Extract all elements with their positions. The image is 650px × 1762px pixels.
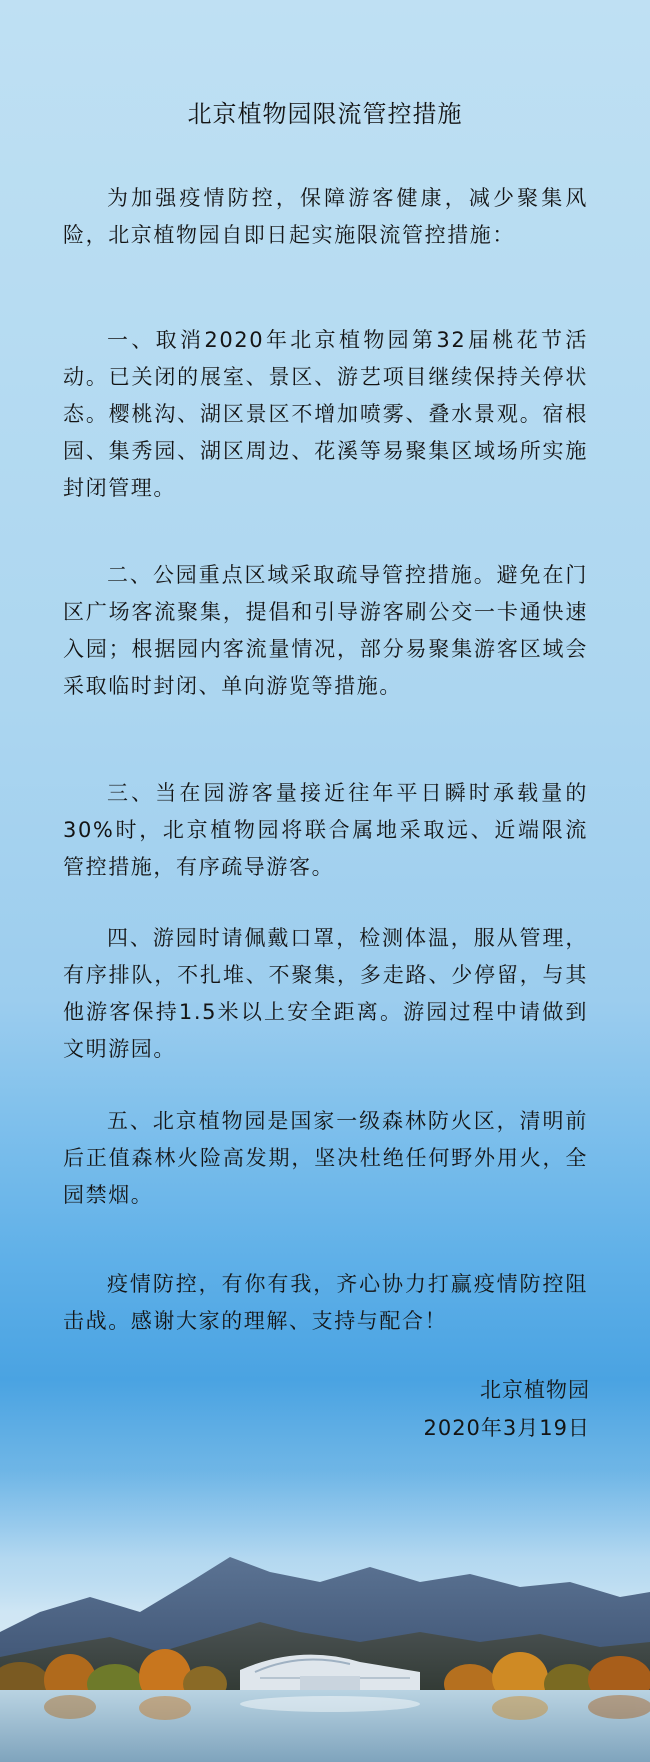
closing-paragraph: 疫情防控，有你有我，齐心协力打赢疫情防控阻击战。感谢大家的理解、支持与配合！ xyxy=(63,1272,588,1333)
measure-4-paragraph: 四、游园时请佩戴口罩，检测体温，服从管理，有序排队，不扎堆、不聚集，多走路、少停留，与其他游客保持1.5米以上安全距离。游园过程中请做到文明游园。 xyxy=(63,926,588,1061)
measure-1-paragraph: 一、取消2020年北京植物园第32届桃花节活动。已关闭的展室、景区、游艺项目继续保持关停状态。樱桃沟、湖区景区不增加喷雾、叠水景观。宿根园、集秀园、湖区周边、花溪等易聚集区域场所实施封闭管理。 xyxy=(63,328,588,500)
botanical-garden-landscape-image xyxy=(0,1462,650,1762)
landscape-illustration xyxy=(0,1462,650,1762)
measure-2-paragraph: 二、公园重点区域采取疏导管控措施。避免在门区广场客流聚集，提倡和引导游客刷公交一卡通快速入园；根据园内客流量情况，部分易聚集游客区域会采取临时封闭、单向游览等措施。 xyxy=(63,563,588,698)
intro-paragraph: 为加强疫情防控，保障游客健康，减少聚集风险，北京植物园自即日起实施限流管控措施： xyxy=(63,186,588,247)
measure-5-paragraph: 五、北京植物园是国家一级森林防火区，清明前后正值森林火险高发期，坚决杜绝任何野外用火，全园禁烟。 xyxy=(63,1109,588,1207)
notice-title: 北京植物园限流管控措施 xyxy=(187,100,463,128)
measure-3-paragraph: 三、当在园游客量接近往年平日瞬时承载量的30%时，北京植物园将联合属地采取远、近端限流管控措施，有序疏导游客。 xyxy=(63,781,588,879)
signature: 北京植物园 xyxy=(480,1378,590,1402)
notice-date: 2020年3月19日 xyxy=(423,1416,590,1440)
